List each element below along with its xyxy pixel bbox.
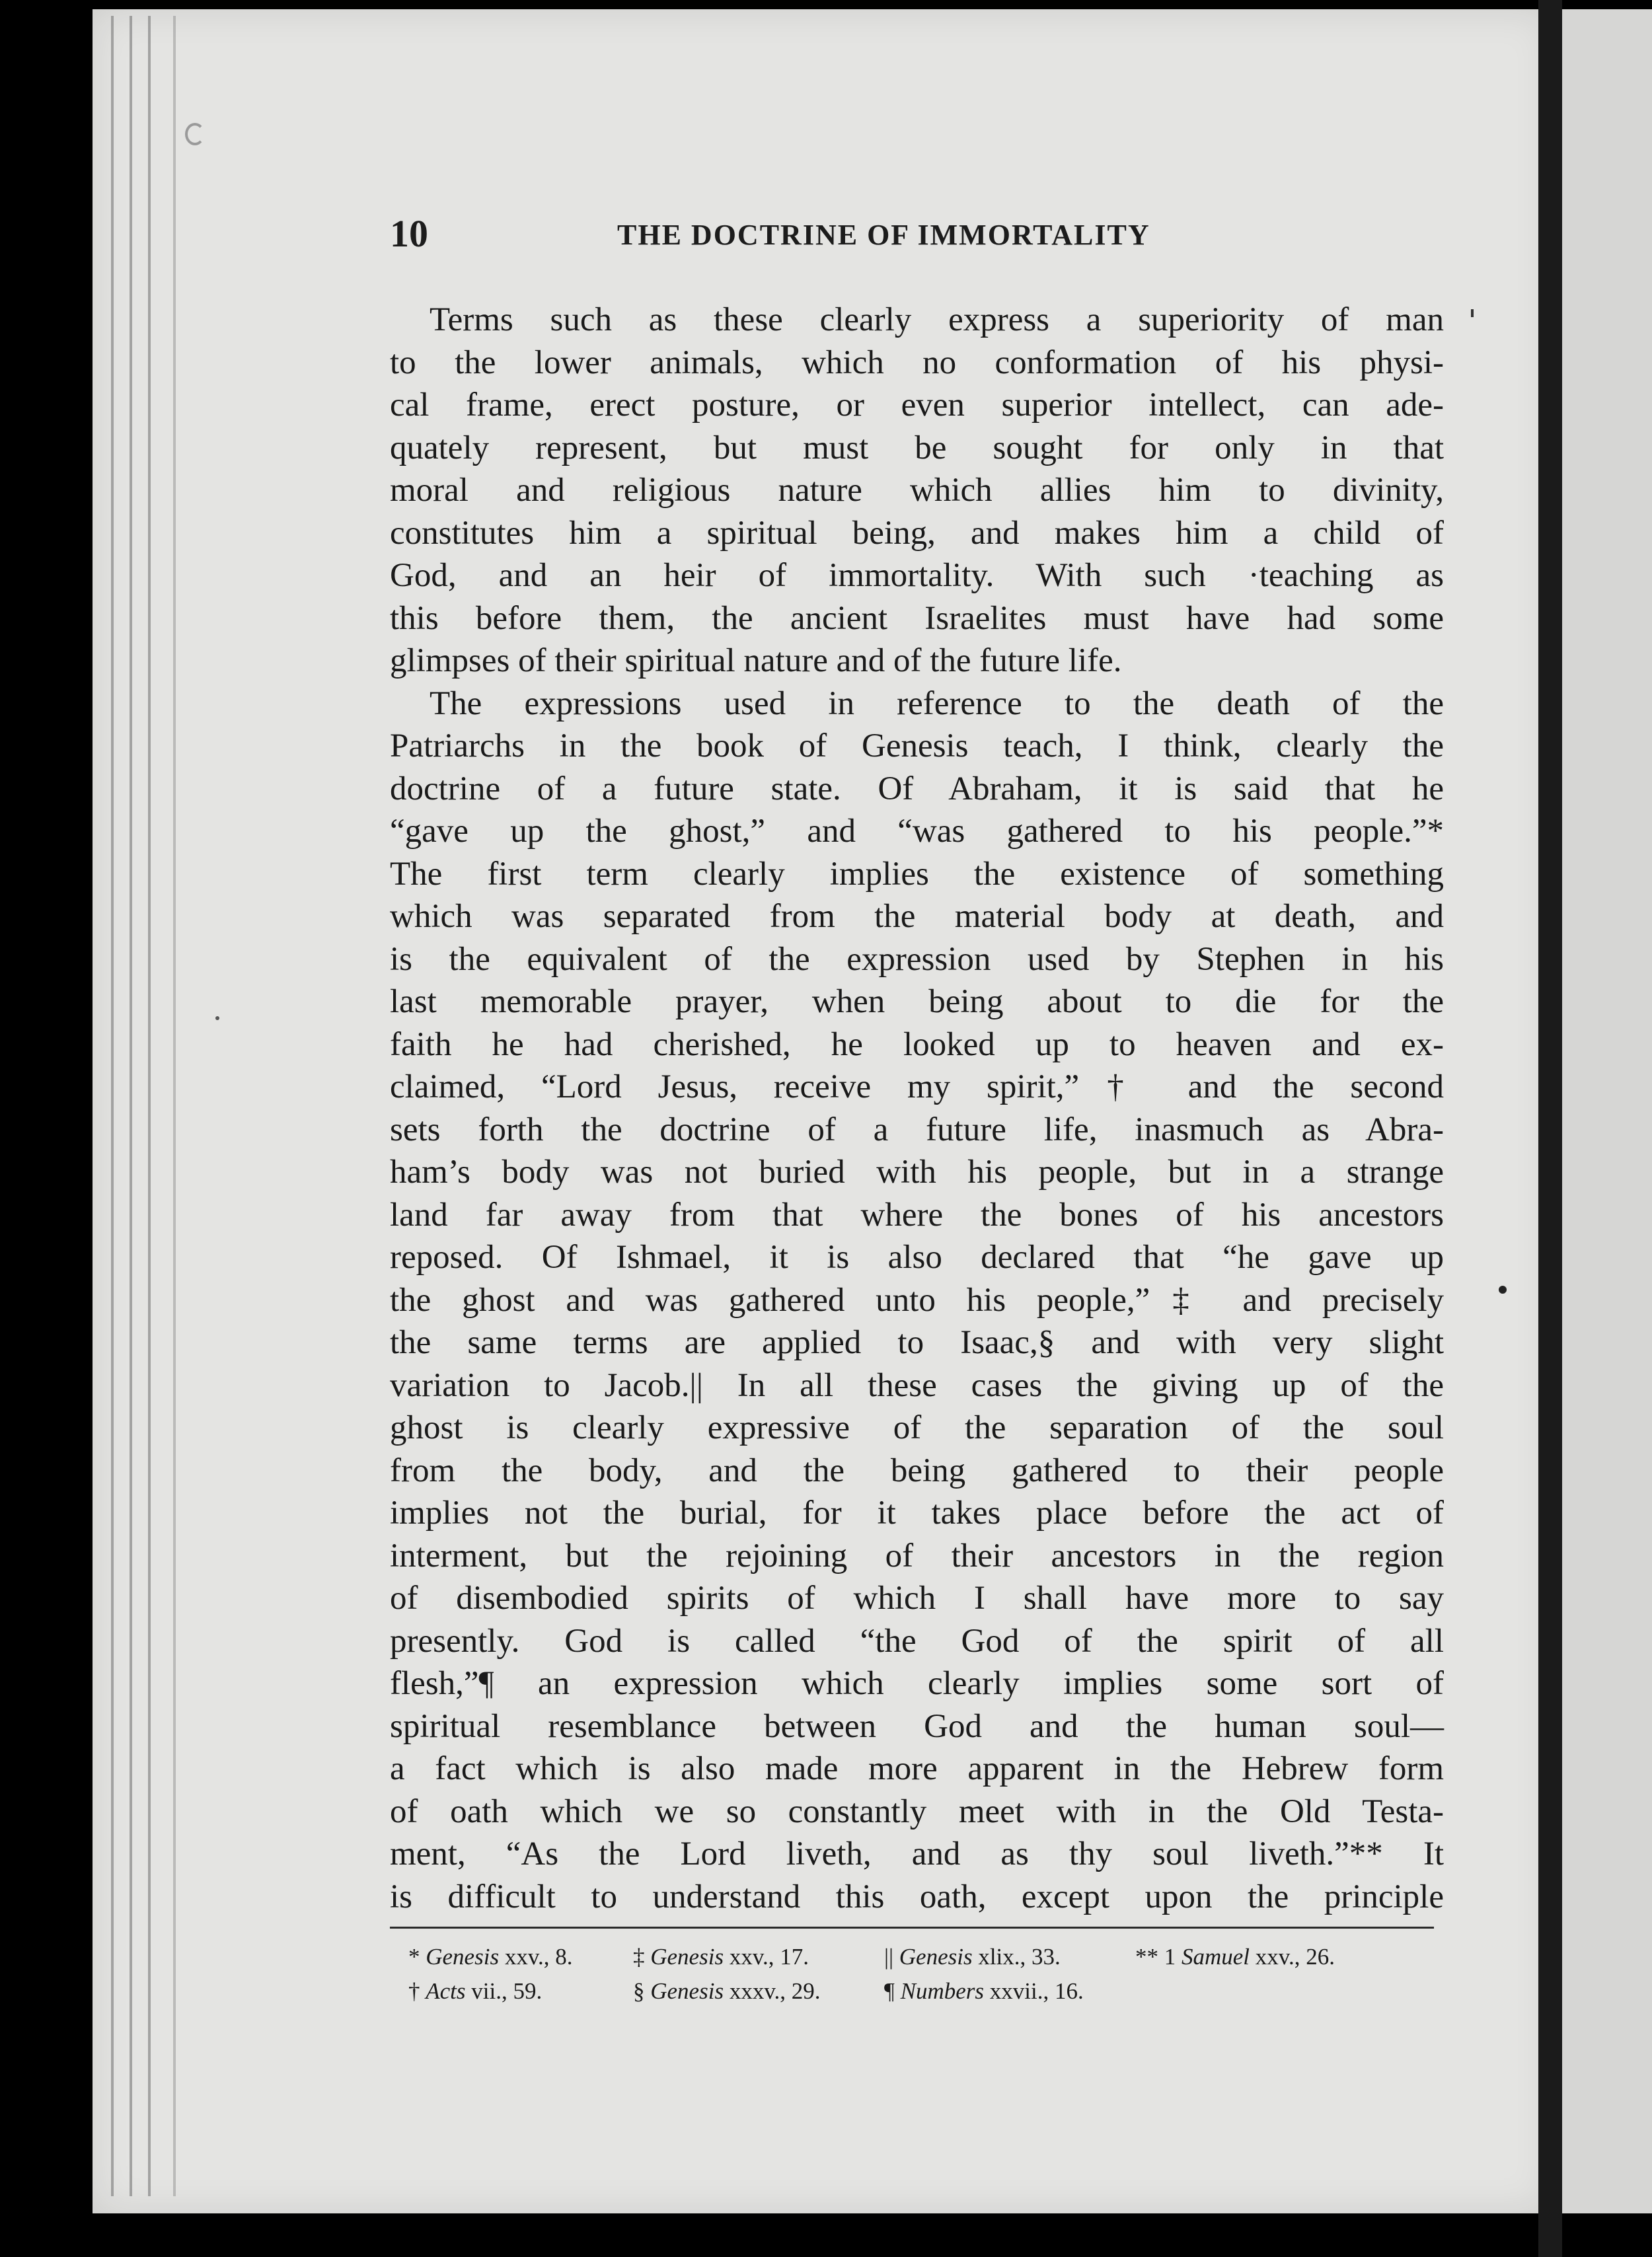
footnote: * Genesis xxv., 8. [408,1944,573,1970]
text-line: of oath which we so constantly meet with in the Old Testa- [390,1793,1444,1830]
text-line: ham’s body was not buried with his people, but in a strange [390,1154,1444,1191]
text-line: ghost is clearly expressive of the separation of the soul [390,1409,1444,1446]
text-line: implies not the burial, for it takes place before the act of [390,1495,1444,1532]
footnote: † Acts vii., 59. [408,1978,543,2004]
text-line: The first term clearly implies the existence of something [390,855,1444,893]
text-line: ment, “As the Lord liveth, and as thy soul liveth.”** It [390,1835,1444,1872]
text-line: this before them, the ancient Israelites must have had some [390,599,1444,637]
text-line: to the lower animals, which no conformation of his physi- [390,344,1444,381]
text-line: is difficult to understand this oath, except upon the principle [390,1878,1444,1915]
text-line: quately represent, but must be sought for only in that [390,429,1444,466]
text-line: a fact which is also made more apparent in the Hebrew form [390,1750,1444,1787]
body-text [390,299,1444,1918]
page-edge [148,16,151,2196]
text-line: reposed. Of Ishmael, it is also declared that “he gave up [390,1239,1444,1276]
page-number: 10 [390,212,428,255]
text-line: constitutes him a spiritual being, and makes him a child of [390,514,1444,552]
text-line: flesh,”¶ an expression which clearly implies some sort of [390,1665,1444,1702]
text-line: presently. God is called “the God of the spirit of all [390,1622,1444,1660]
text-line: the same terms are applied to Isaac,§ and with very slight [390,1324,1444,1361]
running-head [390,211,1460,258]
text-line: sets forth the doctrine of a future life, inasmuch as Abra- [390,1111,1444,1148]
text-line: doctrine of a future state. Of Abraham, it is said that he [390,770,1444,807]
text-line: moral and religious nature which allies him to divinity, [390,472,1444,509]
text-line: of disembodied spirits of which I shall have more to say [390,1580,1444,1617]
footnote-row [408,1940,1439,1974]
text-line: faith he had cherished, he looked up to heaven and ex- [390,1025,1444,1063]
text-line: interment, but the rejoining of their ancestors in the region [390,1537,1444,1574]
paper-speck [185,123,205,145]
text-line: which was separated from the material body at death, and [390,898,1444,935]
footnote: ‡ Genesis xxv., 17. [633,1944,809,1970]
text-line: from the body, and the being gathered to their people [390,1452,1444,1489]
text-line: Terms such as these clearly express a superiority of man [430,301,1444,338]
facing-page-edge [1562,9,1652,2213]
text-line: cal frame, erect posture, or even superior intellect, can ade- [390,387,1444,424]
margin-mark [215,1016,219,1020]
page-edge [111,16,114,2196]
text-line: land far away from that where the bones of his ancestors [390,1196,1444,1234]
margin-mark [1471,309,1474,317]
page-edge [173,16,176,2196]
text-line: variation to Jacob.|| In all these cases the giving up of the [390,1366,1444,1404]
margin-mark [1499,1286,1507,1294]
footnotes [408,1940,1439,2009]
text-line: glimpses of their spiritual nature and of the future life. [390,642,1122,679]
footnote: ¶ Numbers xxvii., 16. [884,1978,1084,2004]
text-line: spiritual resemblance between God and the human soul— [390,1707,1444,1745]
footnote-row [408,1974,1439,2009]
page-edge [130,16,132,2196]
text-line: God, and an heir of immortality. With such ·teaching as [390,557,1444,594]
text-line: “gave up the ghost,” and “was gathered to his people.”* [390,813,1444,850]
text-line: The expressions used in reference to the death of the [430,684,1444,722]
footnote-rule [390,1927,1434,1929]
running-title: THE DOCTRINE OF IMMORTALITY [617,219,1150,251]
text-line: the ghost and was gathered unto his people,”‡ and precisely [390,1281,1444,1319]
text-line: last memorable prayer, when being about to die for the [390,983,1444,1020]
footnote: || Genesis xlix., 33. [884,1944,1061,1970]
footnote: § Genesis xxxv., 29. [633,1978,821,2004]
text-line: claimed, “Lord Jesus, receive my spirit,”† and the second [390,1068,1444,1105]
footnote: ** 1 Samuel xxv., 26. [1135,1944,1335,1970]
text-line: is the equivalent of the expression used by Stephen in his [390,940,1444,978]
text-line: Patriarchs in the book of Genesis teach, I think, clearly the [390,727,1444,764]
book-spine [1538,0,1562,2257]
